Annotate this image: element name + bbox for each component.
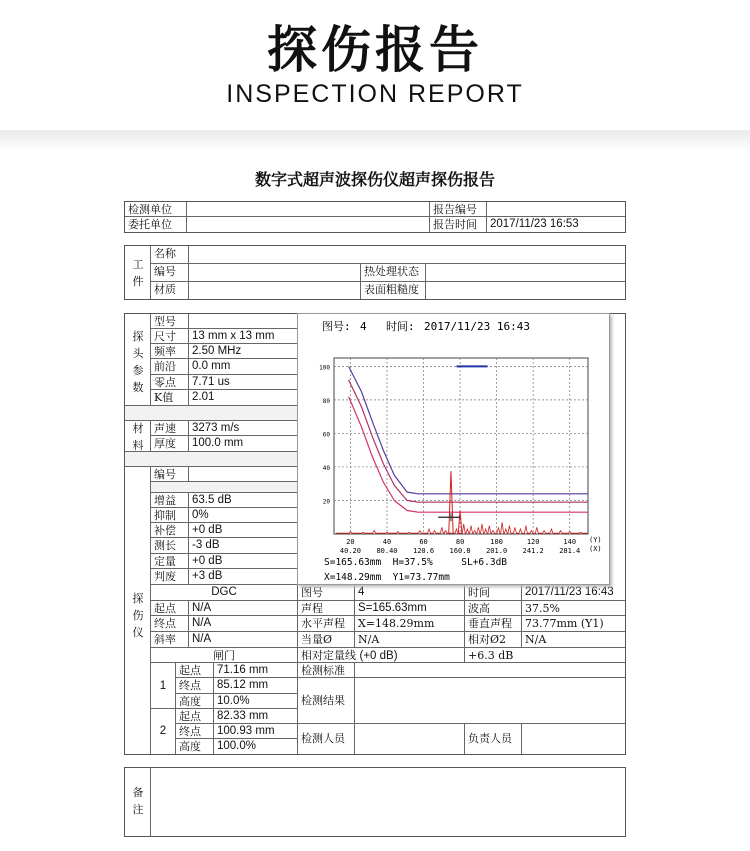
equivalent-label: 当量Ø bbox=[298, 632, 355, 648]
horizontal-path-label: 水平声程 bbox=[298, 616, 355, 632]
inspector-label: 检测人员 bbox=[298, 724, 355, 754]
material-group-label: 材料 bbox=[132, 422, 144, 452]
probe-zero-label: 零点 bbox=[151, 375, 189, 390]
y-tick-label: 40 bbox=[322, 464, 330, 472]
wp-id-label: 编号 bbox=[151, 264, 189, 282]
dgc-start-value[interactable]: N/A bbox=[189, 601, 298, 616]
a-scan-chart bbox=[297, 313, 610, 585]
x-tick-label-secondary: 80.40 bbox=[376, 547, 398, 555]
workpiece-table bbox=[124, 245, 626, 300]
gate-1-start-value[interactable]: 71.16 mm bbox=[214, 663, 298, 678]
measure-length-label: 测长 bbox=[151, 538, 189, 554]
fig-value[interactable]: 4 bbox=[355, 585, 465, 601]
probe-group-label: 探头参数 bbox=[132, 330, 144, 394]
x-tick-label-secondary: 40.20 bbox=[339, 547, 361, 555]
probe-front-value[interactable]: 0.0 mm bbox=[189, 359, 298, 375]
heat-label: 热处理状态 bbox=[361, 264, 426, 282]
gate-1-number: 1 bbox=[151, 663, 176, 709]
readout-line-1: S=165.63mm H=37.5% SL+6.3dB bbox=[324, 557, 508, 568]
x-tick-label: 60 bbox=[419, 538, 428, 546]
quantify-value[interactable]: +0 dB bbox=[189, 554, 298, 569]
gain-label: 增益 bbox=[151, 492, 189, 508]
x-tick-label: 140 bbox=[563, 538, 577, 546]
supervisor-value[interactable] bbox=[522, 724, 625, 754]
x-tick-label: 20 bbox=[346, 538, 355, 546]
gate-1-end-value[interactable]: 85.12 mm bbox=[214, 678, 298, 694]
probe-freq-value[interactable]: 2.50 MHz bbox=[189, 344, 298, 359]
y-tick-label: 20 bbox=[322, 498, 330, 506]
remarks-table bbox=[124, 767, 626, 837]
wave-height-label: 波高 bbox=[465, 601, 522, 616]
relative-phi-value[interactable]: N/A bbox=[522, 632, 625, 648]
flaw-detector-group-label: 探伤仪 bbox=[132, 592, 144, 639]
x-tick-label: 100 bbox=[490, 538, 503, 546]
report-no-label: 报告编号 bbox=[430, 202, 487, 217]
readout-line-2: X=148.29mm Y1=73.77mm bbox=[324, 572, 450, 583]
fig-label: 图号 bbox=[298, 585, 355, 601]
wp-material-label: 材质 bbox=[151, 282, 189, 299]
x-tick-label-secondary: 160.8 bbox=[449, 547, 471, 555]
wp-name-label: 名称 bbox=[151, 246, 189, 264]
roughness-label: 表面粗糙度 bbox=[361, 282, 426, 299]
y-tick-label: 80 bbox=[322, 397, 330, 405]
heat-value[interactable] bbox=[426, 264, 625, 282]
gain-value[interactable]: 63.5 dB bbox=[189, 492, 298, 508]
unit-label: 检测单位 bbox=[125, 202, 187, 217]
chart-time-label: 时间: bbox=[386, 320, 415, 333]
probe-zero-value[interactable]: 7.71 us bbox=[189, 375, 298, 390]
chart-time-value: 2017/11/23 16:43 bbox=[424, 320, 530, 333]
thickness-label: 厚度 bbox=[151, 436, 189, 452]
relative-quant-value[interactable]: +6.3 dB bbox=[465, 648, 625, 663]
gate-2-height-value[interactable]: 100.0% bbox=[214, 739, 298, 754]
gate-2-start-label: 起点 bbox=[176, 709, 214, 724]
gate-header: 闸门 bbox=[151, 648, 298, 663]
time-value[interactable]: 2017/11/23 16:43 bbox=[522, 585, 625, 601]
x-tick-label: 80 bbox=[455, 538, 465, 546]
measure-length-value[interactable]: -3 dB bbox=[189, 538, 298, 554]
judge-label: 判废 bbox=[151, 569, 189, 585]
report-time-label: 报告时间 bbox=[430, 217, 487, 232]
result-label: 检测结果 bbox=[298, 678, 355, 724]
x-unit-y: (Y) bbox=[589, 536, 602, 544]
probe-k-value[interactable]: 2.01 bbox=[189, 390, 298, 406]
probe-freq-label: 频率 bbox=[151, 344, 189, 359]
inspector-value[interactable] bbox=[355, 724, 465, 754]
gate-1-height-value[interactable]: 10.0% bbox=[214, 694, 298, 709]
judge-value[interactable]: +3 dB bbox=[189, 569, 298, 585]
header-divider bbox=[0, 130, 750, 152]
thickness-value[interactable]: 100.0 mm bbox=[189, 436, 298, 452]
report-time-value[interactable]: 2017/11/23 16:53 bbox=[487, 217, 625, 232]
equivalent-value[interactable]: N/A bbox=[355, 632, 465, 648]
gate-2-number: 2 bbox=[151, 709, 176, 754]
y-tick-label: 60 bbox=[322, 431, 330, 439]
result-value[interactable] bbox=[355, 678, 625, 724]
relative-phi-label: 相对Ø2 bbox=[465, 632, 522, 648]
supervisor-label: 负责人员 bbox=[465, 724, 522, 754]
report-no-value[interactable] bbox=[487, 202, 625, 217]
gate-1-start-label: 起点 bbox=[176, 663, 214, 678]
document-title: 数字式超声波探伤仪超声探伤报告 bbox=[254, 170, 495, 189]
speed-label: 声速 bbox=[151, 420, 189, 436]
relative-quant-label: 相对定量线 (+0 dB) bbox=[298, 648, 465, 663]
gate-1-end-label: 终点 bbox=[176, 678, 214, 694]
top-info-table bbox=[124, 201, 626, 233]
page-subtitle: INSPECTION REPORT bbox=[226, 80, 524, 108]
probe-model-label: 型号 bbox=[151, 314, 189, 329]
dgc-slope-label: 斜率 bbox=[151, 632, 189, 648]
vertical-path-value[interactable]: 73.77mm (Y1) bbox=[522, 616, 625, 632]
y-tick-label: 100 bbox=[319, 364, 330, 372]
compensation-label: 补偿 bbox=[151, 523, 189, 538]
vertical-path-label: 垂直声程 bbox=[465, 616, 522, 632]
x-tick-label-secondary: 281.4 bbox=[559, 547, 581, 555]
time-label: 时间 bbox=[465, 585, 522, 601]
speed-value[interactable]: 3273 m/s bbox=[189, 420, 298, 436]
page-title: 探伤报告 bbox=[267, 21, 483, 79]
quantify-label: 定量 bbox=[151, 554, 189, 569]
x-unit-x: (X) bbox=[589, 545, 602, 553]
standard-label: 检测标准 bbox=[298, 663, 355, 678]
x-tick-label-secondary: 120.6 bbox=[413, 547, 435, 555]
x-tick-label-secondary: 201.0 bbox=[486, 547, 508, 555]
remarks-label: 备注 bbox=[132, 786, 144, 816]
gate-1-height-label: 高度 bbox=[176, 694, 214, 709]
dgc-slope-value[interactable]: N/A bbox=[189, 632, 298, 648]
wp-id-value[interactable] bbox=[189, 264, 361, 282]
probe-front-label: 前沿 bbox=[151, 359, 189, 375]
probe-size-value[interactable]: 13 mm x 13 mm bbox=[189, 329, 298, 344]
reject-value[interactable]: 0% bbox=[189, 508, 298, 523]
gate-2-end-label: 终点 bbox=[176, 724, 214, 739]
chart-fig-value: 4 bbox=[360, 320, 367, 333]
wp-material-value[interactable] bbox=[189, 282, 361, 299]
probe-k-label: K值 bbox=[151, 390, 189, 406]
fd-id-value[interactable] bbox=[189, 466, 298, 482]
dgc-end-label: 终点 bbox=[151, 616, 189, 632]
gate-2-start-value[interactable]: 82.33 mm bbox=[214, 709, 298, 724]
dgc-header: DGC bbox=[151, 585, 298, 601]
wp-name-value[interactable] bbox=[189, 246, 625, 264]
horizontal-path-value[interactable]: X=148.29mm bbox=[355, 616, 465, 632]
reject-label: 抑制 bbox=[151, 508, 189, 523]
client-label: 委托单位 bbox=[125, 217, 187, 232]
client-value[interactable] bbox=[187, 217, 430, 232]
workpiece-group-label: 工件 bbox=[132, 258, 144, 288]
probe-size-label: 尺寸 bbox=[151, 329, 189, 344]
sound-path-label: 声程 bbox=[298, 601, 355, 616]
dgc-end-value[interactable]: N/A bbox=[189, 616, 298, 632]
standard-value[interactable] bbox=[355, 663, 625, 678]
unit-value[interactable] bbox=[187, 202, 430, 217]
x-tick-label: 40 bbox=[382, 538, 392, 546]
gate-2-end-value[interactable]: 100.93 mm bbox=[214, 724, 298, 739]
roughness-value[interactable] bbox=[426, 282, 625, 299]
x-tick-label: 120 bbox=[526, 538, 540, 546]
plot-area bbox=[334, 358, 588, 534]
sound-path-value[interactable]: S=165.63mm bbox=[355, 601, 465, 616]
chart-fig-label: 图号: bbox=[322, 320, 351, 333]
probe-model-value[interactable] bbox=[189, 314, 298, 329]
fd-id-label: 编号 bbox=[151, 466, 189, 482]
compensation-value[interactable]: +0 dB bbox=[189, 523, 298, 538]
gate-2-height-label: 高度 bbox=[176, 739, 214, 754]
wave-height-value[interactable]: 37.5% bbox=[522, 601, 625, 616]
dgc-start-label: 起点 bbox=[151, 601, 189, 616]
x-tick-label-secondary: 241.2 bbox=[522, 547, 544, 555]
remarks-value[interactable] bbox=[151, 768, 625, 836]
a-scan-svg bbox=[298, 314, 609, 584]
